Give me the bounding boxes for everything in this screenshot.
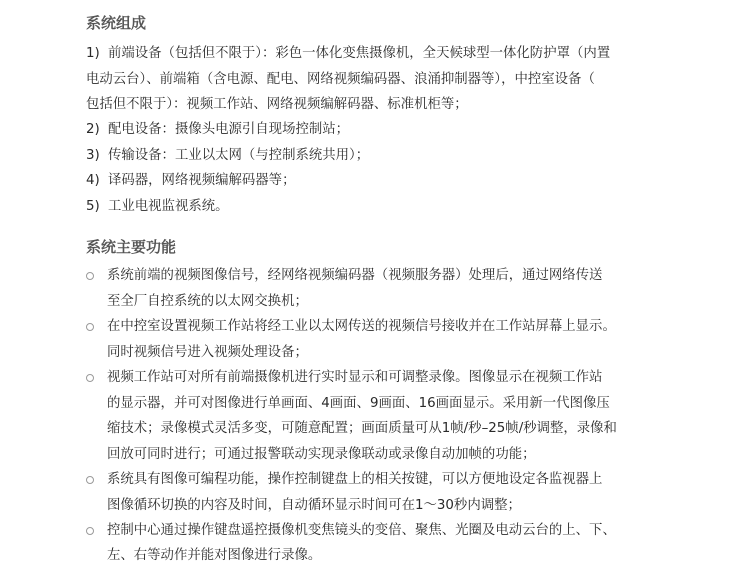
circle-bullet-icon [86, 527, 94, 535]
item-number: 3) [86, 148, 100, 163]
item-text-line: 工业电视监视系统。 [108, 199, 229, 214]
circle-bullet-icon [86, 272, 94, 280]
bullet-item-line: 控制中心通过操作键盘遥控摄像机变焦镜头的变倍、聚焦、光圈及电动云台的上、下、 [107, 523, 616, 538]
bullet-item-line: 系统前端的视频图像信号，经网络视频编码器（视频服务器）处理后，通过网络传送 [107, 268, 603, 283]
bullet-item-line: 至全厂自控系统的以太网交换机； [107, 294, 308, 309]
bullet-item-line: 缩技术；录像模式灵活多变，可随意配置；画面质量可从1帧/秒–25帧/秒调整，录像和 [107, 421, 617, 436]
bullet-item-line: 系统具有图像可编程功能，操作控制键盘上的相关按键，可以方便地设定各监视器上 [107, 472, 603, 487]
bullet-item-line: 同时视频信号进入视频处理设备； [107, 345, 308, 360]
circle-bullet-icon [86, 323, 94, 331]
list-item [86, 121, 349, 139]
item-number: 2) [86, 122, 100, 137]
item-number: 4) [86, 173, 100, 188]
bullet-item-line: 图像循环切换的内容及时间，自动循环显示时间可在1～30秒内调整； [107, 498, 521, 513]
bullet-item-line: 视频工作站可对所有前端摄像机进行实时显示和可调整录像。图像显示在视频工作站 [107, 370, 603, 385]
list-item [86, 172, 295, 190]
section-title-system-composition: 系统组成 [86, 14, 147, 32]
item-text-line: 前端设备（包括但不限于）：彩色一体化变焦摄像机，全天候球型一体化防护罩（内置 [108, 46, 611, 61]
item-number: 5) [86, 199, 100, 214]
bullet-item-line: 回放可同时进行；可通过报警联动实现录像联动或录像自动加帧的功能； [107, 447, 536, 462]
item-text-line: 译码器，网络视频编解码器等； [108, 173, 296, 188]
list-item [86, 45, 610, 63]
bullet-item-line: 在中控室设置视频工作站将经工业以太网传送的视频信号接收并在工作站屏幕上显示。 [107, 319, 616, 334]
bullet-item-line: 左、右等动作并能对图像进行录像。 [107, 548, 322, 563]
circle-bullet-icon [86, 476, 94, 484]
list-item [86, 198, 229, 216]
list-item-continuation: 包括但不限于）：视频工作站、网络视频编解码器、标准机柜等； [86, 97, 468, 112]
item-number: 1) [86, 46, 100, 61]
item-text-line: 传输设备：工业以太网（与控制系统共用）； [108, 148, 370, 163]
section-title-main-functions: 系统主要功能 [86, 238, 177, 256]
circle-bullet-icon [86, 374, 94, 382]
list-item [86, 147, 369, 165]
item-text-line: 配电设备：摄像头电源引自现场控制站； [108, 122, 350, 137]
bullet-item-line: 的显示器，并可对图像进行单画面、4画面、9画面、16画面显示。采用新一代图像压 [107, 396, 610, 411]
list-item-continuation: 电动云台）、前端箱（含电源、配电、网络视频编码器、浪涌抑制器等），中控室设备（ [86, 72, 595, 87]
